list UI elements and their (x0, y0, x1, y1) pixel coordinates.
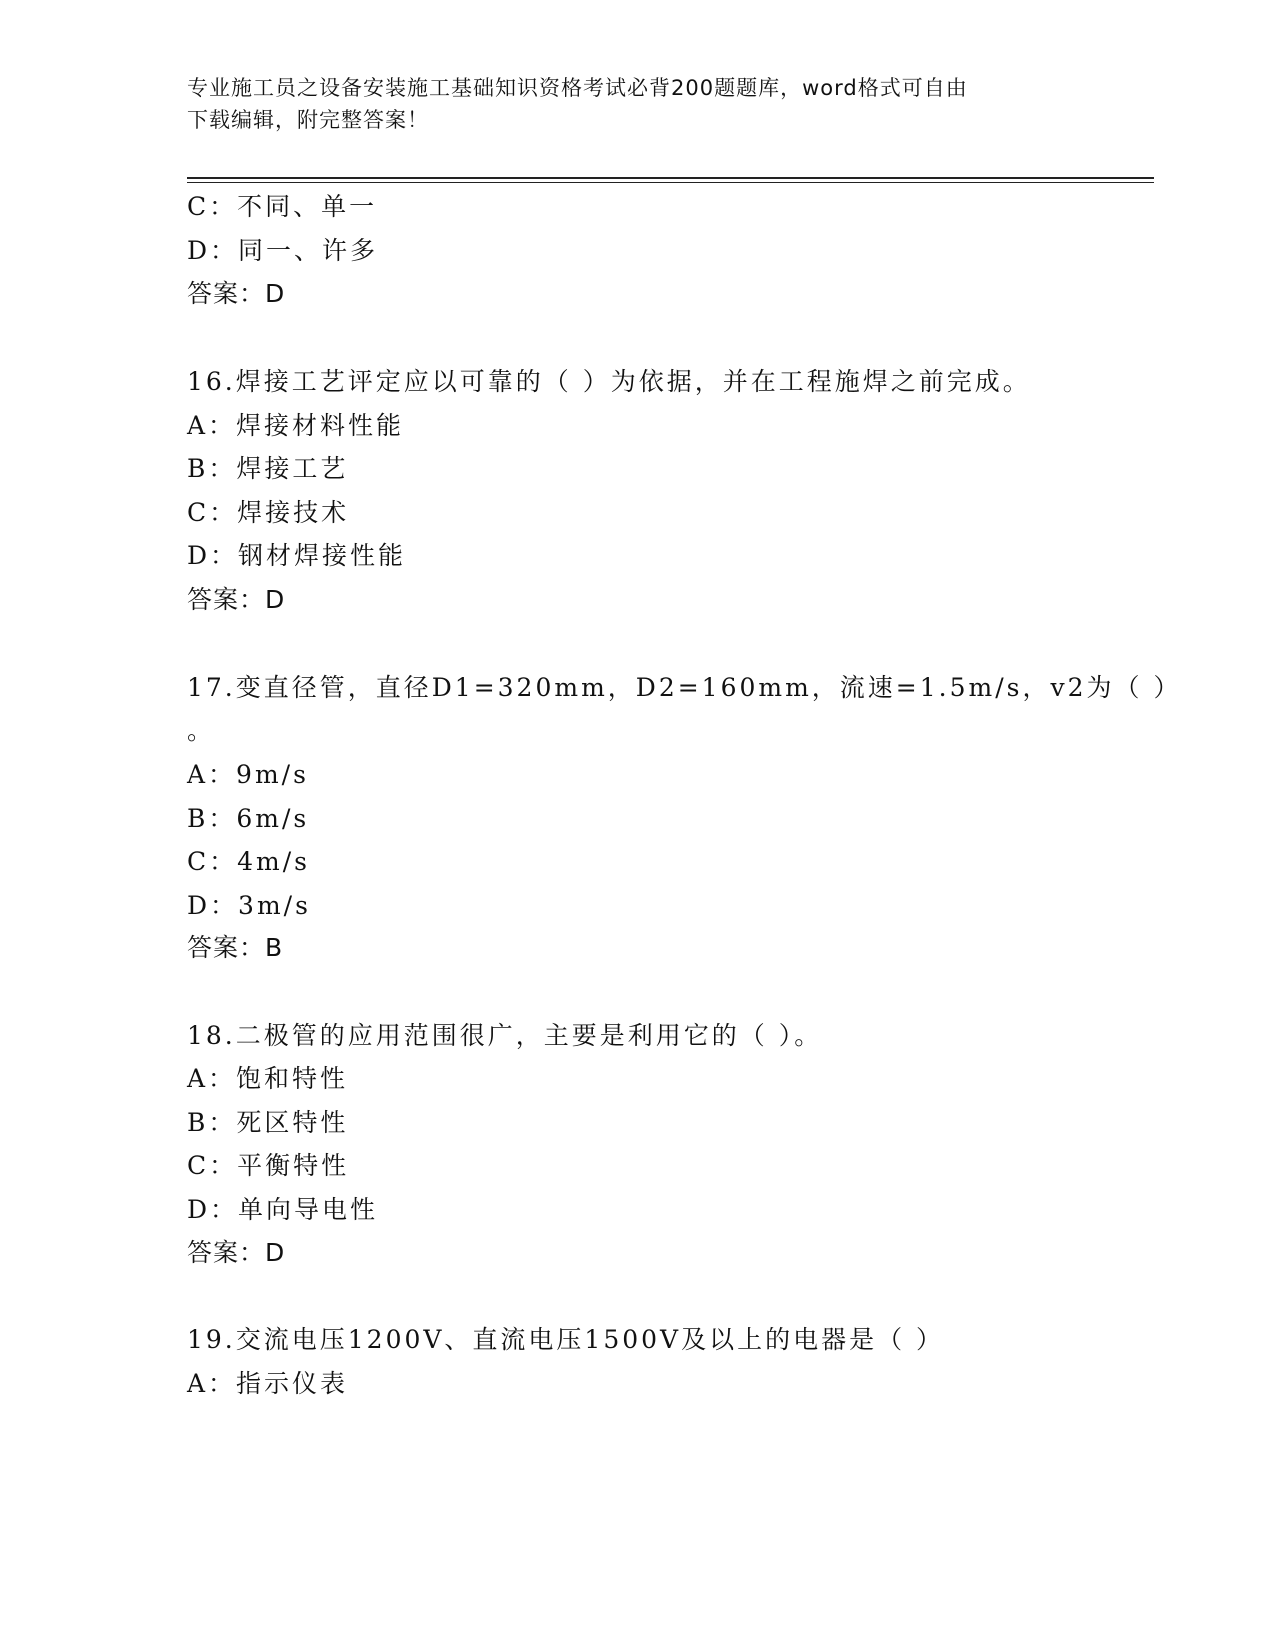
q16-question: 16.焊接工艺评定应以可靠的（ ）为依据，并在工程施焊之前完成。 (187, 367, 1031, 396)
q16-option-d: D：钢材焊接性能 (187, 541, 407, 570)
q16-answer: 答案：D (187, 585, 286, 614)
document-header (187, 72, 1087, 136)
q17-option-c: C：4m/s (187, 847, 310, 876)
q17-option-b: B：6m/s (187, 804, 310, 833)
q18-option-c: C：平衡特性 (187, 1151, 350, 1180)
q19-option-a: A：指示仪表 (187, 1369, 349, 1398)
q17-option-d: D：3m/s (187, 891, 311, 920)
q19-question: 19.交流电压1200V、直流电压1500V及以上的电器是（ ） (187, 1325, 945, 1354)
header-divider-thick (187, 177, 1154, 179)
header-title-line-1: 专业施工员之设备安装施工基础知识资格考试必背200题题库，word格式可自由 (187, 76, 968, 100)
q15-option-d: D：同一、许多 (187, 236, 379, 265)
q16-option-a: A：焊接材料性能 (187, 411, 405, 440)
q18-question: 18.二极管的应用范围很广，主要是利用它的（ ）。 (187, 1021, 823, 1050)
q17-answer: 答案：B (187, 933, 284, 962)
q18-option-d: D：单向导电性 (187, 1195, 379, 1224)
q18-option-b: B：死区特性 (187, 1108, 349, 1137)
q17-question: 17.变直径管，直径D1=320mm，D2=160mm，流速=1.5m/s，v2为（ ） (187, 673, 1182, 702)
q16-option-b: B：焊接工艺 (187, 454, 349, 483)
q18-option-a: A：饱和特性 (187, 1064, 349, 1093)
q16-option-c: C：焊接技术 (187, 498, 350, 527)
q15-answer: 答案：D (187, 279, 286, 308)
q18-answer: 答案：D (187, 1238, 286, 1267)
header-title-line-2: 下载编辑，附完整答案！ (187, 108, 429, 132)
q17-option-a: A：9m/s (187, 760, 309, 789)
header-divider-thin (187, 182, 1154, 183)
q15-option-c: C：不同、单一 (187, 192, 378, 221)
q17-question-continued: 。 (187, 716, 216, 745)
